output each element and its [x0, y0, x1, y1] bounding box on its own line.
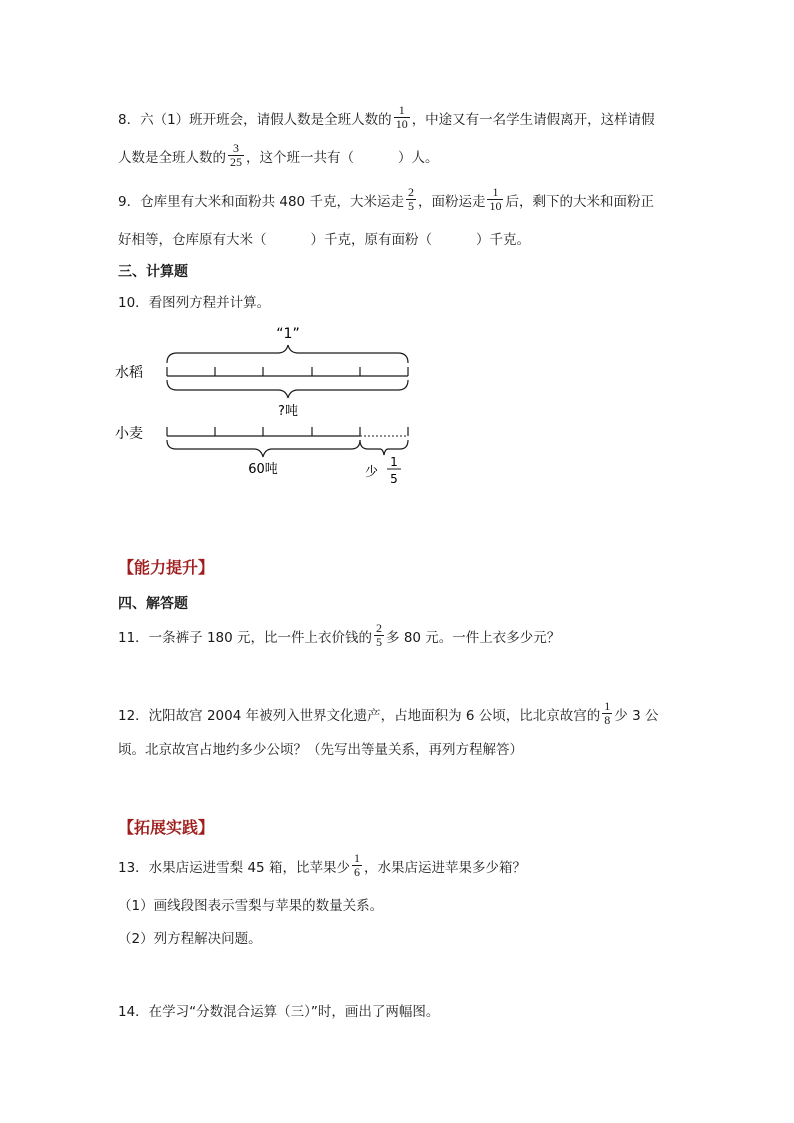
label-rice-total: ?吨: [278, 404, 298, 419]
less-brace: [360, 440, 408, 455]
q9-fraction-2: $\frac{1}{10}$: [489, 185, 502, 213]
q8-text: 8．六（1）班开班会，请假人数是全班人数的: [118, 111, 392, 128]
q9-line2: [118, 228, 530, 248]
label-wheat: 小麦: [115, 426, 143, 442]
less-frac-num: 1: [390, 455, 398, 469]
q13-text: ，水果店运进苹果多少箱？: [363, 859, 526, 876]
q11-text: 11．一条裤子 180 元，比一件上衣价钱的: [118, 629, 373, 646]
section-heading-calc: 三、计算题: [118, 264, 188, 280]
section-ability: 【能力提升】: [118, 558, 215, 577]
q8-text: ，这个班一共有（: [246, 149, 354, 166]
q8-fraction-2: $\frac{3}{25}$: [230, 141, 242, 169]
q10-text: 10．看图列方程并计算。: [118, 295, 271, 311]
q13-text: 13．水果店运进雪梨 45 箱，比苹果少: [118, 859, 350, 876]
section-expand: 【拓展实践】: [118, 818, 215, 837]
label-one: “1”: [276, 326, 300, 342]
q11-line: [118, 622, 560, 649]
q12-text: 12．沈阳故宫 2004 年被列入世界文化遗产，占地面积为 6 公顷，比北京故宫的: [118, 707, 601, 724]
q9-line1: [118, 186, 654, 213]
label-rice: 水稻: [115, 365, 143, 381]
q8-text: 人数是全班人数的: [118, 149, 226, 166]
q12-text: 少 3 公: [614, 707, 659, 724]
q9-text: ）千克，原有面粉（: [310, 232, 432, 248]
q11-text: 多 80 元。一件上衣多少元？: [386, 629, 561, 646]
q9-text: ，面粉运走: [417, 193, 486, 210]
q12-fraction: $\frac{1}{8}$: [604, 699, 611, 727]
q8-text: ）人。: [398, 149, 439, 166]
wheat-brace: [167, 440, 360, 457]
q9-text: 好相等，仓库原有大米（: [118, 232, 267, 248]
q14-text: 14．在学习“分数混合运算（三）”时，画出了两幅图。: [118, 1004, 440, 1020]
label-less: 少: [365, 465, 379, 480]
less-frac-den: 5: [390, 472, 398, 486]
label-wheat-amount: 60吨: [248, 462, 278, 477]
q13-sub1: （1）画线段图表示雪梨与苹果的数量关系。: [118, 898, 384, 914]
q8-line2: [118, 142, 439, 169]
section-heading-answer: 四、解答题: [118, 596, 188, 612]
q8-line1: [118, 104, 655, 131]
q9-text: 9．仓库里有大米和面粉共 480 千克，大米运走: [118, 193, 404, 210]
rice-bottom-brace: [167, 380, 408, 398]
q13-fraction: $\frac{1}{6}$: [353, 851, 360, 879]
q12-line2: 顷。北京故宫占地约多少公顷？（先写出等量关系，再列方程解答）: [118, 742, 523, 758]
q13-line: [118, 852, 526, 879]
q13-sub2: （2）列方程解决问题。: [118, 931, 262, 947]
top-brace: [167, 345, 408, 363]
q9-text: ）千克。: [476, 232, 530, 248]
line-segment-diagram: [110, 318, 430, 490]
q8-text: ，中途又有一名学生请假离开，这样请假: [411, 111, 655, 128]
q12-line1: [118, 700, 658, 727]
q11-fraction: $\frac{2}{5}$: [376, 621, 383, 649]
q9-text: 后，剩下的大米和面粉正: [505, 193, 654, 210]
q8-fraction-1: $\frac{1}{10}$: [395, 103, 408, 131]
q9-fraction-1: $\frac{2}{5}$: [407, 185, 414, 213]
